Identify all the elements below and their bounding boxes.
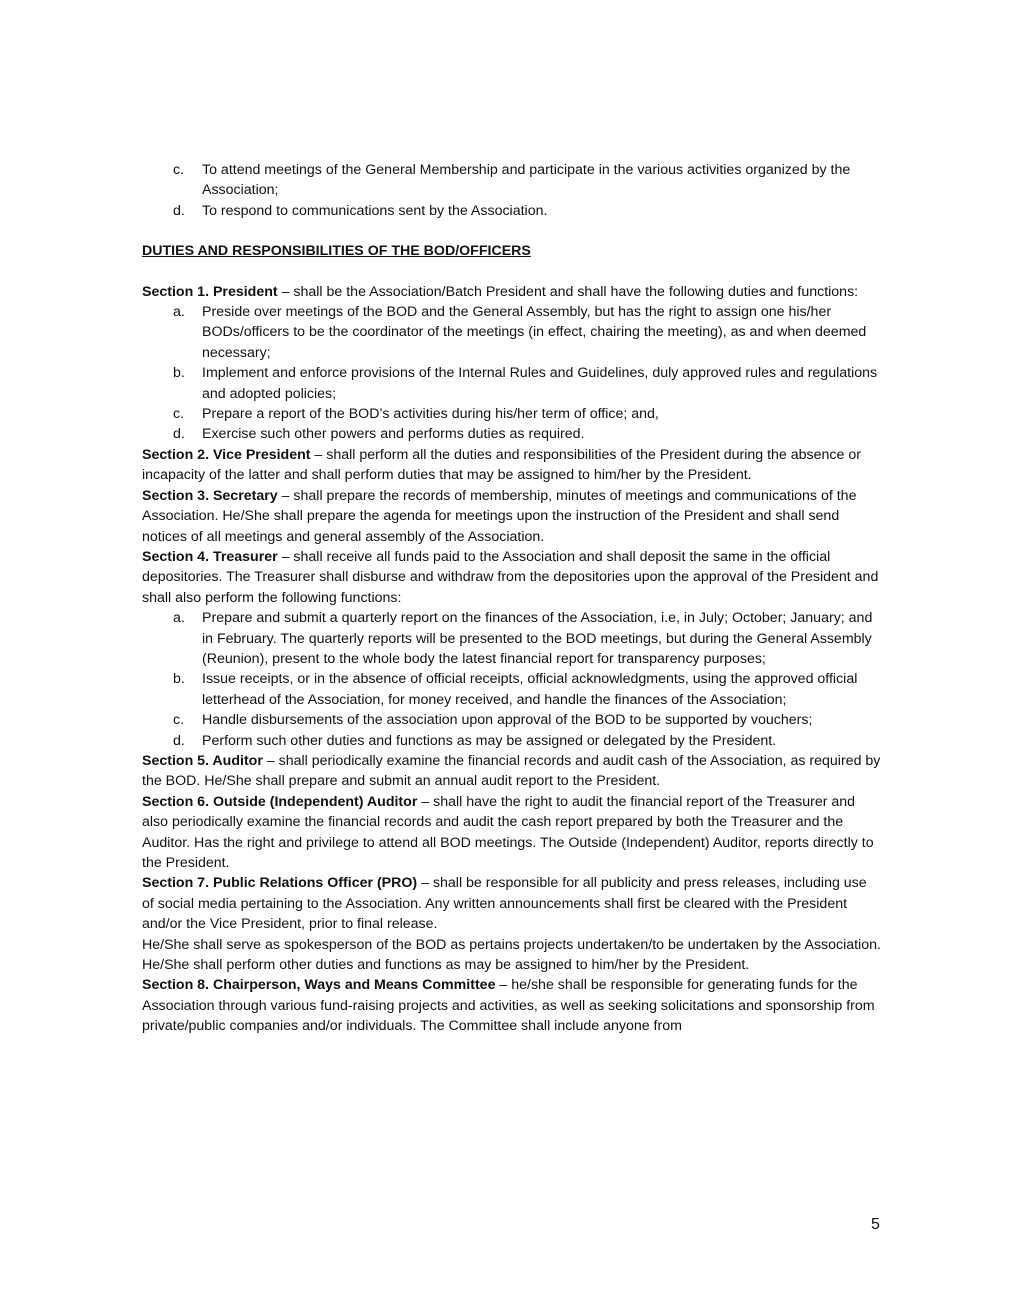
president-duties-list bbox=[142, 302, 882, 445]
section-president bbox=[142, 282, 882, 445]
list-marker: a. bbox=[173, 610, 185, 627]
list-item-text: Issue receipts, or in the absence of official receipts, official acknowledgments, using the approved official letterhead of the Association, for money received, and handle the finances of the Association; bbox=[202, 671, 858, 708]
list-item bbox=[142, 201, 882, 221]
page-number: 5 bbox=[871, 1216, 880, 1233]
list-marker: c. bbox=[173, 712, 185, 729]
list-item bbox=[142, 404, 882, 424]
section-outside-auditor bbox=[142, 792, 882, 874]
list-item-text: Exercise such other powers and performs duties as required. bbox=[202, 426, 585, 443]
list-marker: b. bbox=[173, 671, 185, 688]
list-item bbox=[142, 160, 882, 201]
list-item bbox=[142, 731, 882, 751]
list-item bbox=[142, 710, 882, 730]
section-ways-and-means bbox=[142, 975, 882, 1036]
list-item-text: Perform such other duties and functions as may be assigned or delegated by the President. bbox=[202, 732, 777, 749]
list-item-text: Prepare a report of the BOD’s activities during his/her term of office; and, bbox=[202, 406, 659, 423]
section-text: – shall perform all the duties and responsibilities of the President during the absence or incapacity of the latter and shall perform duties that may be assigned to him/her by the President. bbox=[142, 446, 861, 484]
list-marker: b. bbox=[173, 365, 185, 382]
list-marker: a. bbox=[173, 304, 185, 321]
section-vice-president bbox=[142, 445, 882, 486]
list-marker: c. bbox=[173, 162, 185, 178]
section-label: Section 3. Secretary bbox=[142, 487, 278, 504]
section-label: Section 1. President bbox=[142, 283, 278, 300]
membership-duties-list bbox=[142, 160, 882, 221]
list-marker: c. bbox=[173, 406, 185, 423]
list-item-text: Handle disbursements of the association upon approval of the BOD to be supported by vouchers; bbox=[202, 712, 813, 729]
section-label: Section 4. Treasurer bbox=[142, 548, 278, 565]
section-label: Section 2. Vice President bbox=[142, 446, 311, 463]
section-pro bbox=[142, 873, 882, 975]
treasurer-duties-list bbox=[142, 608, 882, 751]
section-text: – shall receive all funds paid to the Association and shall deposit the same in the official depositories. The Treasurer shall disburse and withdraw from the depositories upon the approval of the President and shall also perform the following functions: bbox=[142, 548, 879, 606]
section-label: Section 5. Auditor bbox=[142, 752, 263, 769]
list-item bbox=[142, 669, 882, 710]
list-marker: d. bbox=[173, 732, 185, 749]
section-heading: DUTIES AND RESPONSIBILITIES OF THE BOD/OFFICERS bbox=[142, 243, 531, 260]
list-item bbox=[142, 608, 882, 669]
list-item-text: Implement and enforce provisions of the Internal Rules and Guidelines, duly approved rules and regulations and adopted policies; bbox=[202, 365, 878, 402]
section-treasurer bbox=[142, 547, 882, 751]
section-text: – shall be the Association/Batch President and shall have the following duties and functions: bbox=[277, 283, 859, 300]
list-item bbox=[142, 302, 882, 363]
section-text: – shall periodically examine the financial records and audit cash of the Association, as required by the BOD. He/She shall prepare and submit an annual audit report to the President. bbox=[142, 752, 881, 790]
list-item bbox=[142, 363, 882, 404]
section-text: – he/she shall be responsible for generating funds for the Association through various fund-raising projects and activities, as well as seeking solicitations and sponsorship from private/public companies and/or individuals. The Committee shall include anyone from bbox=[142, 977, 875, 1035]
section-label: Section 8. Chairperson, Ways and Means Committee bbox=[142, 977, 496, 994]
section-text: – shall be responsible for all publicity and press releases, including use of social media pertaining to the Association. Any written announcements shall first be cleared with the President and/or the Vice President, prior to final release. bbox=[142, 875, 867, 933]
list-item-text: To respond to communications sent by the Association. bbox=[202, 202, 548, 219]
section-secretary bbox=[142, 486, 882, 547]
section-auditor bbox=[142, 751, 882, 792]
section-paragraph: He/She shall serve as spokesperson of the BOD as pertains projects undertaken/to be undertaken by the Association. He/She shall perform other duties and functions as may be assigned to him/her by the President. bbox=[142, 936, 881, 974]
list-marker: d. bbox=[173, 426, 185, 443]
document-body bbox=[142, 160, 882, 1037]
list-item-text: Prepare and submit a quarterly report on the finances of the Association, i.e, in July; October; January; and in February. The quarterly reports will be presented to the BOD meetings, but during the General Assembly (Reunion), present to the whole body the latest financial report for transparency purposes; bbox=[202, 610, 873, 667]
list-item bbox=[142, 424, 882, 444]
section-label: Section 7. Public Relations Officer (PRO) bbox=[142, 875, 418, 892]
list-item-text: To attend meetings of the General Membership and participate in the various activities organized by the Association; bbox=[202, 162, 851, 199]
section-label: Section 6. Outside (Independent) Auditor bbox=[142, 793, 418, 810]
section-text: – shall have the right to audit the financial report of the Treasurer and also periodically examine the financial records and audit the cash report prepared by both the Treasurer and the Auditor. Has the right and privilege to attend all BOD meetings. The Outside (Independent) Auditor, reports directly to the President. bbox=[142, 793, 874, 871]
section-text: – shall prepare the records of membership, minutes of meetings and communications of the Association. He/She shall prepare the agenda for meetings upon the instruction of the President and shall send notices of all meetings and general assembly of the Association. bbox=[142, 487, 857, 545]
list-item-text: Preside over meetings of the BOD and the General Assembly, but has the right to assign one his/her BODs/officers to be the coordinator of the meetings (in effect, chairing the meeting), as and when deemed necessary; bbox=[202, 304, 867, 361]
list-marker: d. bbox=[173, 202, 185, 219]
